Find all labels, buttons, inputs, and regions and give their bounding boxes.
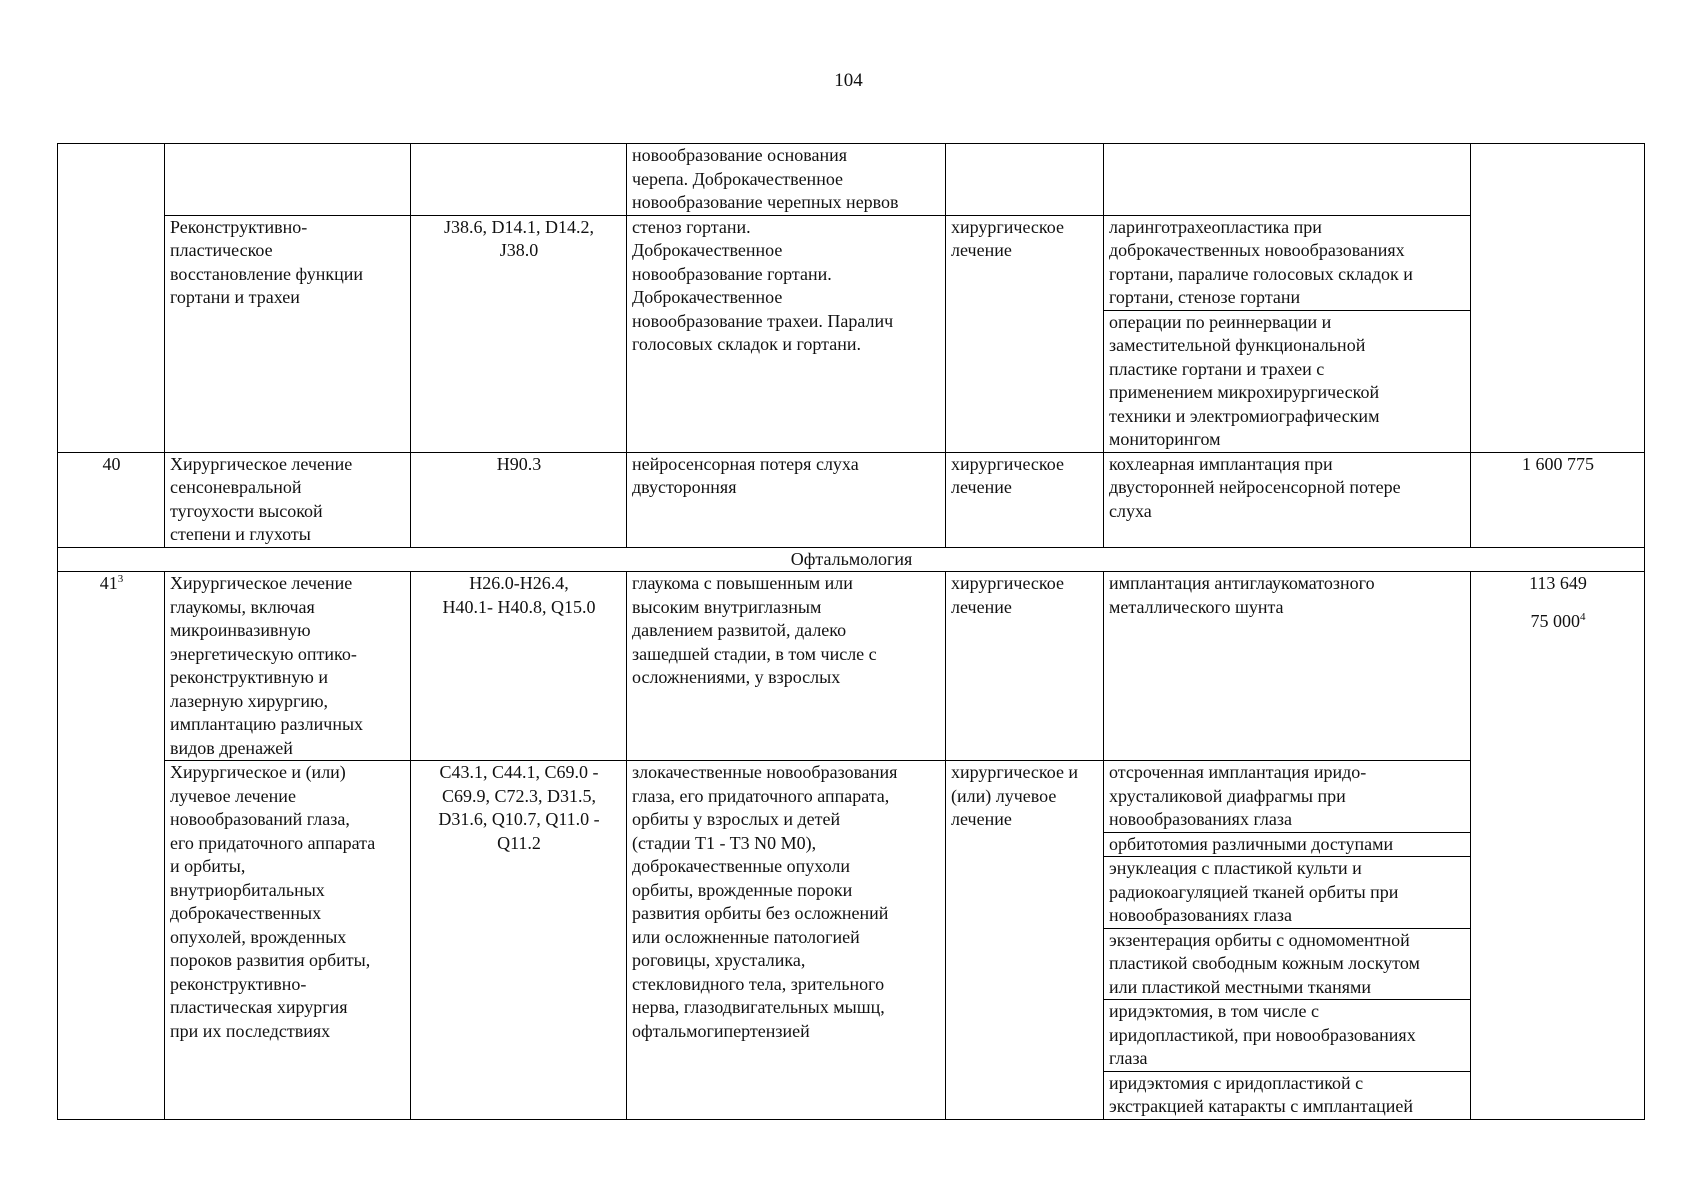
cost-main: 113 649 — [1529, 573, 1587, 593]
model-cell: нейросенсорная потеря слуха двусторонняя — [627, 452, 946, 547]
table-row — [58, 215, 1645, 310]
model-cell: новообразование основания черепа. Доброкачественное новообразование черепных нервов — [627, 144, 946, 216]
method-cell: орбитотомия различными доступами — [1104, 832, 1471, 857]
table-row — [58, 761, 1645, 833]
section-title: Офтальмология — [58, 547, 1645, 572]
page-number: 104 — [834, 70, 863, 91]
profile-cell: Хирургическое лечение сенсоневральной тугоухости высокой степени и глухоты — [165, 452, 411, 547]
treatment-cell — [946, 144, 1104, 216]
method-cell — [1104, 144, 1471, 216]
model-cell: злокачественные новообразования глаза, его придаточного аппарата, орбиты у взрослых и детей (стадии T1 - T3 N0 M0), доброкачественные опухоли орбиты, врожденные пороки развития орбиты без осложнений или осложненные патологией роговицы, хрусталика, стекловидного тела, зрительного нерва, глазодвигательных мышц, офтальмогипертензией — [627, 761, 946, 1120]
method-cell: отсроченная имплантация иридо- хрусталиковой диафрагмы при новообразованиях глаза — [1104, 761, 1471, 833]
method-cell: иридэктомия, в том числе с иридопластикой, при новообразованиях глаза — [1104, 1000, 1471, 1072]
method-cell: операции по реиннервации и заместительной функциональной пластике гортани и трахеи с применением микрохирургической техники и электромиографическим мониторингом — [1104, 310, 1471, 452]
method-cell: имплантация антиглаукоматозного металлического шунта — [1104, 572, 1471, 761]
method-cell: ларинготрахеопластика при доброкачественных новообразованиях гортани, параличе голосовых складок и гортани, стенозе гортани — [1104, 215, 1471, 310]
method-cell: кохлеарная имплантация при двусторонней нейросенсорной потере слуха — [1104, 452, 1471, 547]
number-cell — [58, 144, 165, 453]
vmp-table — [57, 143, 1645, 1120]
treatment-cell: хирургическое лечение — [946, 572, 1104, 761]
method-cell: иридэктомия с иридопластикой с экстракцией катаракты с имплантацией — [1104, 1071, 1471, 1119]
row-number-footnote: 3 — [117, 573, 124, 585]
codes-cell — [411, 144, 627, 216]
model-cell: стеноз гортани. Доброкачественное новообразование гортани. Доброкачественное новообразование трахеи. Паралич голосовых складок и гортани. — [627, 215, 946, 452]
cost-alt-value: 75 000 — [1530, 610, 1580, 631]
model-cell: глаукома с повышенным или высоким внутриглазным давлением развитой, далеко зашедшей стадии, в том числе с осложнениями, у взрослых — [627, 572, 946, 761]
row-number: 40 — [58, 452, 165, 547]
section-row — [58, 547, 1645, 572]
treatment-cell: хирургическое лечение — [946, 452, 1104, 547]
codes-cell: H26.0-H26.4, H40.1- H40.8, Q15.0 — [411, 572, 627, 761]
table-row — [58, 144, 1645, 216]
method-cell: энуклеация с пластикой культи и радиокоагуляцией тканей орбиты при новообразованиях глаза — [1104, 857, 1471, 929]
method-cell: экзентерация орбиты с одномоментной пластикой свободным кожным лоскутом или пластикой местными тканями — [1104, 928, 1471, 1000]
profile-cell — [165, 144, 411, 216]
codes-cell: H90.3 — [411, 452, 627, 547]
profile-cell: Хирургическое и (или) лучевое лечение новообразований глаза, его придаточного аппарата и орбиты, внутриорбитальных доброкачественных опухолей, врожденных пороков развития орбиты, реконструктивно- пластическая хирургия при их последствиях — [165, 761, 411, 1120]
codes-cell: J38.6, D14.1, D14.2, J38.0 — [411, 215, 627, 452]
cost-alt — [1476, 610, 1640, 634]
cost-alt-footnote: 4 — [1580, 610, 1586, 623]
table-row — [58, 452, 1645, 547]
row-number — [58, 572, 165, 1120]
table-row — [58, 572, 1645, 761]
profile-cell: Реконструктивно- пластическое восстановление функции гортани и трахеи — [165, 215, 411, 452]
treatment-cell: хирургическое лечение — [946, 215, 1104, 452]
cost-cell — [1471, 572, 1645, 1120]
profile-cell: Хирургическое лечение глаукомы, включая микроинвазивную энергетическую оптико- реконструктивную и лазерную хирургию, имплантацию различных видов дренажей — [165, 572, 411, 761]
treatment-cell: хирургическое и (или) лучевое лечение — [946, 761, 1104, 1120]
row-number-value: 41 — [99, 573, 118, 593]
codes-cell: C43.1, C44.1, C69.0 - C69.9, C72.3, D31.5, D31.6, Q10.7, Q11.0 - Q11.2 — [411, 761, 627, 1120]
cost-cell: 1 600 775 — [1471, 452, 1645, 547]
cost-cell — [1471, 144, 1645, 453]
